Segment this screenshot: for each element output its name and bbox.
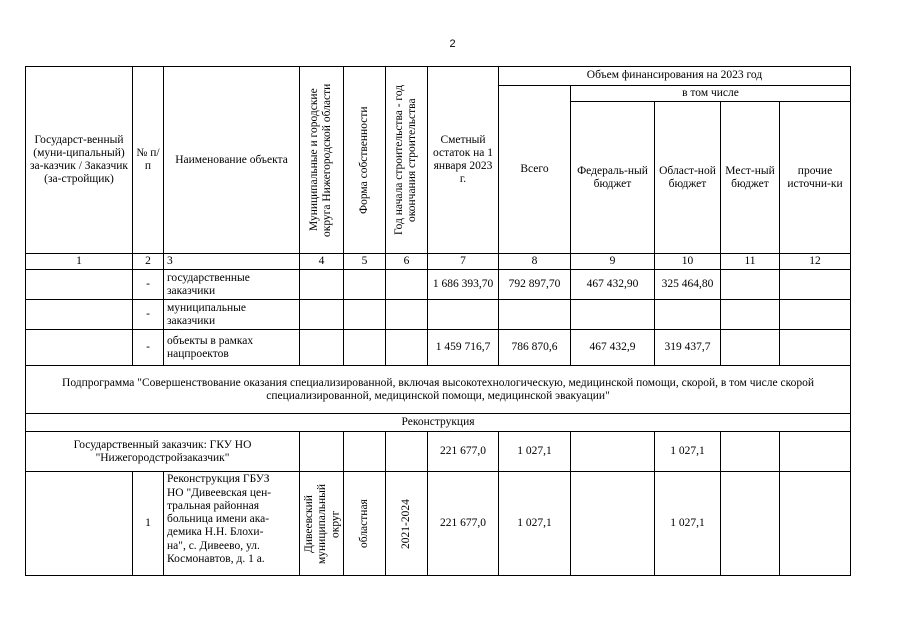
col-number: 10 [655, 254, 721, 270]
header-other: прочие источни-ки [780, 102, 851, 254]
col-number: 2 [133, 254, 164, 270]
header-including: в том числе [571, 86, 851, 102]
cell-customer [26, 472, 133, 576]
header-municipality-cell [300, 67, 344, 254]
cell-estimate: 1 686 393,70 [428, 270, 499, 300]
cell-municipality [300, 270, 344, 300]
col-number: 5 [344, 254, 386, 270]
cell-name: государственные заказчики [164, 270, 300, 300]
cell-num: - [133, 270, 164, 300]
cell-years: 2021-2024 [399, 499, 412, 549]
col-number: 3 [164, 254, 300, 270]
header-object-name: Наименование объекта [164, 67, 300, 254]
cell-total [499, 300, 571, 330]
cell-municipality [300, 300, 344, 330]
cell-ownership: областная [357, 499, 370, 549]
cell-num: 1 [133, 472, 164, 576]
cell-other [780, 330, 851, 366]
cell-years [386, 432, 428, 472]
header-local: Мест-ный бюджет [721, 102, 780, 254]
header-municipality: Муниципальные и городские округа Нижегородской области [308, 83, 334, 237]
col-number: 7 [428, 254, 499, 270]
col-number: 9 [571, 254, 655, 270]
cell-estimate [428, 300, 499, 330]
cell-years-wrap [386, 472, 428, 576]
state-customer-label: Государственный заказчик: ГКУ НО "Нижегородстройзаказчик" [26, 432, 300, 472]
cell-ownership [344, 432, 386, 472]
cell-ownership [344, 330, 386, 366]
header-ownership-cell [344, 67, 386, 254]
cell-federal: 467 432,90 [571, 270, 655, 300]
header-estimate: Сметный остаток на 1 января 2023 г. [428, 67, 499, 254]
cell-years [386, 330, 428, 366]
cell-customer [26, 300, 133, 330]
cell-name: объекты в рамках нацпроектов [164, 330, 300, 366]
cell-ownership [344, 300, 386, 330]
header-ownership: Форма собственности [357, 106, 370, 214]
cell-name: Реконструкция ГБУЗ НО "Дивеевская цен-тральная районная больница имени ака-демика Н.Н. Блохи-на", с. Дивеево, ул. Космонавтов, д. 1 а. [164, 472, 300, 576]
col-number: 6 [386, 254, 428, 270]
cell-ownership-wrap [344, 472, 386, 576]
object-row [26, 472, 851, 576]
cell-name: муниципальные заказчики [164, 300, 300, 330]
cell-years [386, 270, 428, 300]
section-title: Реконструкция [26, 414, 851, 432]
col-number: 8 [499, 254, 571, 270]
cell-federal: 467 432,9 [571, 330, 655, 366]
header-num: № п/п [133, 67, 164, 254]
cell-regional [655, 300, 721, 330]
cell-regional: 325 464,80 [655, 270, 721, 300]
cell-years [386, 300, 428, 330]
cell-regional: 1 027,1 [655, 432, 721, 472]
table-row [26, 330, 851, 366]
subprogram-title: Подпрограмма "Совершенствование оказания специализированной, включая высокотехнологическую, медицинской помощи, скорой, в том числе скорой специализированной, медицинской помощи, медицинской эвакуации" [26, 366, 851, 414]
cell-customer [26, 270, 133, 300]
cell-num: - [133, 300, 164, 330]
col-number: 1 [26, 254, 133, 270]
header-years: Год начала строительства - год окончания строительства [393, 85, 419, 236]
table-row [26, 300, 851, 330]
col-number: 11 [721, 254, 780, 270]
cell-customer [26, 330, 133, 366]
cell-local [721, 300, 780, 330]
cell-other [780, 300, 851, 330]
cell-other [780, 432, 851, 472]
cell-municipality-wrap [300, 472, 344, 576]
header-customer: Государст-венный (муни-ципальный) за-казчик / Заказчик (за-стройщик) [26, 67, 133, 254]
header-federal: Федераль-ный бюджет [571, 102, 655, 254]
cell-municipality: Дивеевский муниципальный округ [303, 483, 342, 564]
page-number: 2 [449, 38, 456, 50]
cell-other [780, 472, 851, 576]
col-number: 12 [780, 254, 851, 270]
cell-total: 792 897,70 [499, 270, 571, 300]
cell-num: - [133, 330, 164, 366]
cell-local [721, 432, 780, 472]
financing-table [25, 66, 851, 576]
cell-regional: 1 027,1 [655, 472, 721, 576]
header-years-cell [386, 67, 428, 254]
cell-regional: 319 437,7 [655, 330, 721, 366]
cell-municipality [300, 432, 344, 472]
cell-total: 786 870,6 [499, 330, 571, 366]
cell-total: 1 027,1 [499, 432, 571, 472]
cell-ownership [344, 270, 386, 300]
cell-federal [571, 300, 655, 330]
header-total: Всего [499, 86, 571, 254]
header-regional: Област-ной бюджет [655, 102, 721, 254]
cell-estimate: 221 677,0 [428, 472, 499, 576]
state-customer-row [26, 432, 851, 472]
cell-local [721, 270, 780, 300]
table-row [26, 270, 851, 300]
cell-local [721, 472, 780, 576]
cell-federal [571, 432, 655, 472]
cell-other [780, 270, 851, 300]
cell-municipality [300, 330, 344, 366]
header-funding-title: Объем финансирования на 2023 год [499, 67, 851, 86]
cell-total: 1 027,1 [499, 472, 571, 576]
cell-local [721, 330, 780, 366]
cell-federal [571, 472, 655, 576]
cell-estimate: 1 459 716,7 [428, 330, 499, 366]
col-number: 4 [300, 254, 344, 270]
cell-estimate: 221 677,0 [428, 432, 499, 472]
